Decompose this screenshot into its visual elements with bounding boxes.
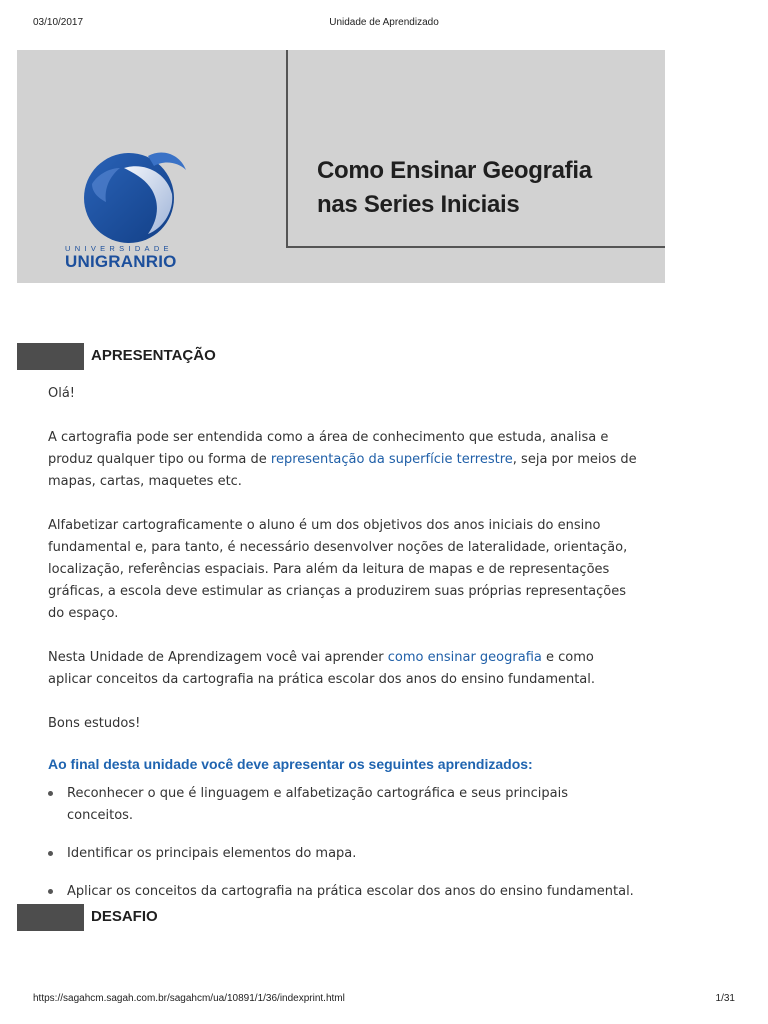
print-url: https://sagahcm.sagah.com.br/sagahcm/ua/10891/1/36/indexprint.html — [33, 993, 345, 1004]
banner-vertical-divider — [286, 50, 288, 248]
page-number: 1/31 — [715, 993, 735, 1004]
logo-university-text: UNIVERSIDADE — [65, 244, 173, 253]
presentation-content — [48, 383, 638, 919]
paragraph-alfabetizar: Alfabetizar cartograficamente o aluno é um dos objetivos dos anos iniciais do ensino fundamental e, para tanto, é necessário desenvolver noções de lateralidade, orientação, localização, referências espaciais. Para além da leitura de mapas e de representações gráficas, a escola deve estimular as crianças a produzirem suas próprias representações do espaço. — [48, 518, 628, 621]
print-header — [33, 17, 735, 31]
paragraph-cartografia: A cartografia pode ser entendida como a área de conhecimento que estuda, analisa e produz qualquer tipo ou forma de representação da superfície terrestre, seja por meios de mapas, cartas, maquetes etc. — [48, 430, 637, 489]
objectives-list — [48, 783, 638, 903]
print-page-title: Unidade de Aprendizado — [329, 17, 439, 28]
list-item: Aplicar os conceitos da cartografia na prática escolar dos anos do ensino fundamental. — [48, 881, 638, 903]
link-representacao-superficie[interactable]: representação da superfície terrestre — [270, 452, 513, 467]
section-heading-label: APRESENTAÇÃO — [91, 347, 216, 364]
section-heading-bar — [17, 343, 84, 370]
course-title-line-2: nas Series Iniciais — [317, 191, 520, 218]
university-logo — [62, 148, 212, 278]
list-item: Reconhecer o que é linguagem e alfabetização cartográfica e seus principais conceitos. — [48, 783, 638, 827]
bullet-icon — [48, 889, 53, 894]
objectives-title: Ao final desta unidade você deve apresentar os seguintes aprendizados: — [48, 756, 533, 772]
print-footer — [33, 993, 735, 1007]
paragraph-unidade: Nesta Unidade de Aprendizagem você vai aprender como ensinar geografia e como aplicar conceitos da cartografia na prática escolar dos anos do ensino fundamental. — [48, 650, 596, 687]
bullet-icon — [48, 851, 53, 856]
section-heading-label: DESAFIO — [91, 908, 158, 925]
course-banner — [17, 50, 665, 283]
closing-text: Bons estudos! — [48, 716, 141, 731]
section-heading-bar — [17, 904, 84, 931]
greeting-text: Olá! — [48, 386, 76, 401]
banner-horizontal-divider — [286, 246, 665, 248]
link-como-ensinar-geografia[interactable]: como ensinar geografia — [387, 650, 542, 665]
course-title — [317, 154, 647, 222]
print-date: 03/10/2017 — [33, 17, 84, 28]
list-item: Identificar os principais elementos do mapa. — [48, 843, 638, 865]
globe-logo-icon — [62, 148, 202, 248]
logo-brand-text: UNIGRANRIO — [65, 252, 177, 271]
course-title-line-1: Como Ensinar Geografia — [317, 157, 592, 184]
bullet-icon — [48, 791, 53, 796]
